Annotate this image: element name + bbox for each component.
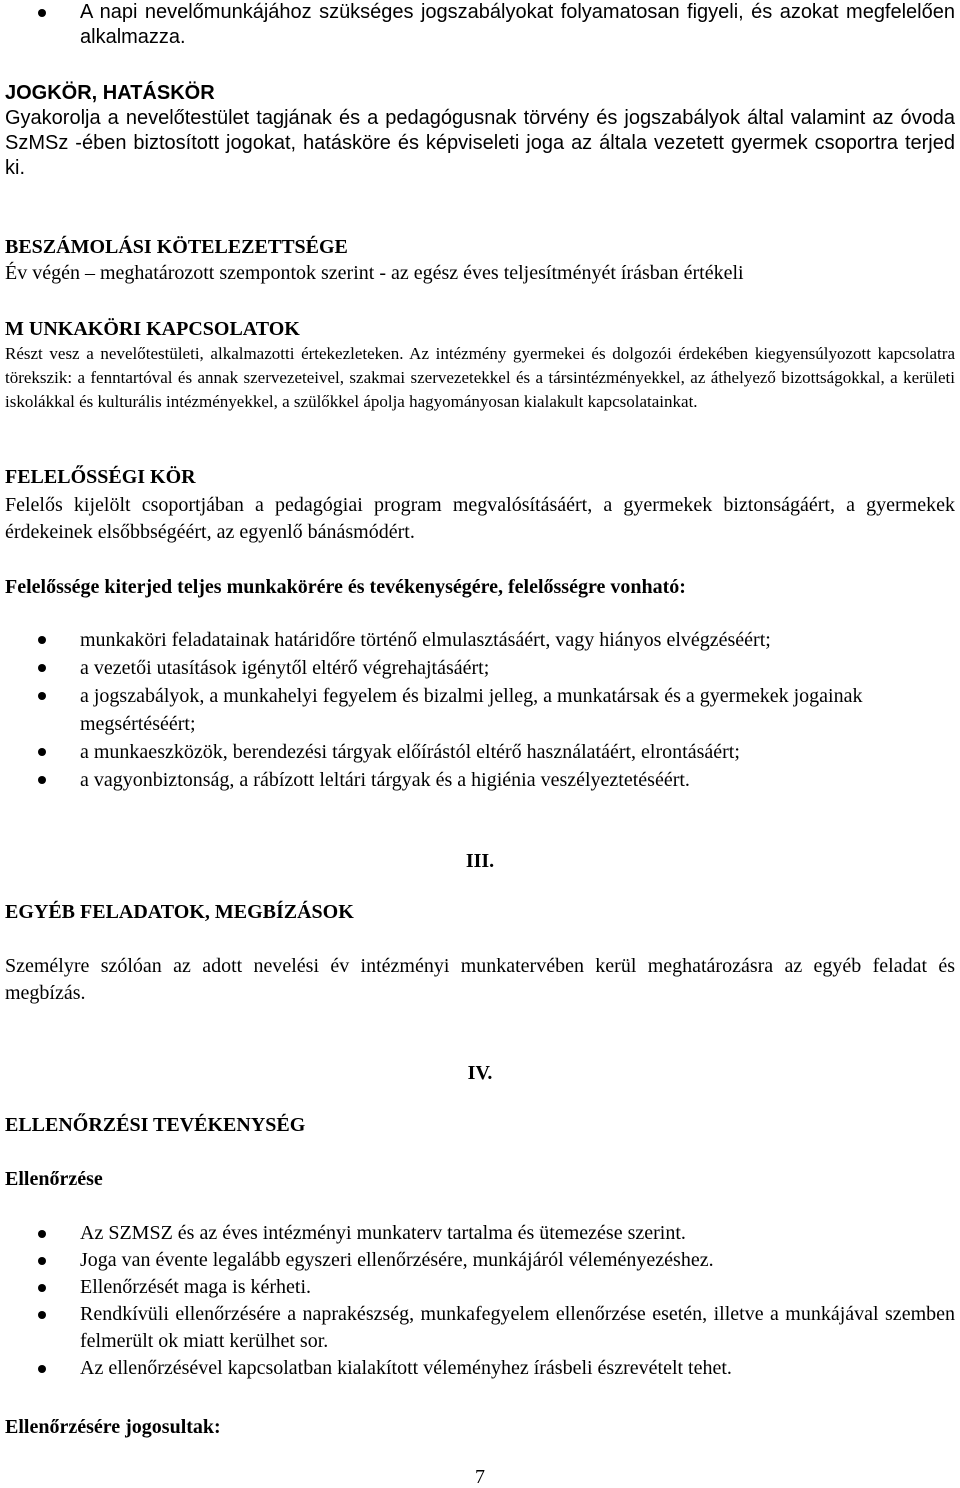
section-heading-felelossegi: FELELŐSSÉGI KÖR (5, 466, 196, 488)
list-item: a jogszabályok, a munkahelyi fegyelem és bizalmi jelleg, a munkatársak és a gyermekek jogainak megsértéséért; (0, 682, 955, 738)
list-item: Az SZMSZ és az éves intézményi munkaterv tartalma és ütemezése szerint. (0, 1220, 955, 1247)
top-bullet-list (0, 0, 955, 50)
section-number-4: IV. (467, 1062, 493, 1084)
list-item: Ellenőrzését maga is kérheti. (0, 1274, 955, 1301)
page-number: 7 (475, 1466, 485, 1488)
bullet-icon (38, 776, 46, 784)
list-item: Rendkívüli ellenőrzésére a naprakészség, munkafegyelem ellenőrzése esetén, illetve a munkájával szemben felmerült ok miatt kerülhet sor. (0, 1301, 955, 1355)
felelossegi-paragraph: Felelős kijelölt csoportjában a pedagógiai program megvalósításáért, a gyermekek biztonságáért, a gyermekek érdekeinek elsőbbségéért, az egyenlő bánásmódért. (5, 494, 955, 543)
bullet-icon (38, 1257, 46, 1265)
ellenorzese-list (0, 1220, 955, 1382)
ellenorzesre-jogosultak: Ellenőrzésére jogosultak: (5, 1416, 221, 1438)
list-item: a vagyonbiztonság, a rábízott leltári tárgyak és a higiénia veszélyeztetéséért. (0, 766, 955, 794)
section-number-3: III. (465, 850, 495, 872)
bullet-icon (38, 748, 46, 756)
jogkor-paragraph: Gyakorolja a nevelőtestület tagjának és a pedagógusnak törvény és jogszabályok által valamint az óvoda SzMSz -ében biztosított jogokat, hatásköre és képviseleti joga az általa vezetett gyermek csoportra terjed ki. (5, 107, 955, 179)
bullet-icon (38, 636, 46, 644)
section-heading-ellenorzesi: ELLENŐRZÉSI TEVÉKENYSÉG (5, 1114, 306, 1136)
bullet-icon (38, 1230, 46, 1238)
list-item: Joga van évente legalább egyszeri ellenőrzésére, munkájáról véleményezéshez. (0, 1247, 955, 1274)
section-heading-munkakori: M UNKAKÖRI KAPCSOLATOK (5, 318, 300, 340)
list-item: A napi nevelőmunkájához szükséges jogszabályokat folyamatosan figyeli, és azokat megfelelően alkalmazza. (0, 0, 955, 50)
egyeb-paragraph: Személyre szólóan az adott nevelési év intézményi munkatervében kerül meghatározásra az egyéb feladat és megbízás. (5, 955, 955, 1004)
list-item: a munkaeszközök, berendezési tárgyak előírástól eltérő használatáért, elrontásáért; (0, 738, 955, 766)
bullet-icon (38, 1365, 46, 1373)
munkakori-paragraph: Részt vesz a nevelőtestületi, alkalmazotti értekezleteken. Az intézmény gyermekei és dolgozói érdekében kiegyensúlyozott kapcsolatra törekszik: a fenntartóval és annak szervezeteivel, szakmai szervezetekkel és a társintézményekkel, az áthelyező bizottságokkal, a kerületi iskolákkal és kulturális intézményekkel, a szülőkkel ápolja hagyományosan kialakult kapcsolatainkat. (5, 344, 955, 411)
beszamolasi-paragraph: Év végén – meghatározott szempontok szerint - az egész éves teljesítményét írásban értékeli (5, 262, 744, 284)
bullet-icon (38, 1284, 46, 1292)
bullet-icon (38, 9, 46, 17)
section-heading-beszamolasi: BESZÁMOLÁSI KÖTELEZETTSÉGE (5, 236, 348, 258)
list-item: a vezetői utasítások igénytől eltérő végrehajtásáért; (0, 654, 955, 682)
list-item: munkaköri feladatainak határidőre történő elmulasztásáért, vagy hiányos elvégzéséért; (0, 626, 955, 654)
section-heading-jogkor: JOGKÖR, HATÁSKÖR (5, 82, 215, 104)
felelossegi-list (0, 626, 955, 794)
list-item: Az ellenőrzésével kapcsolatban kialakított véleményhez írásbeli észrevételt tehet. (0, 1355, 955, 1382)
section-heading-egyeb: EGYÉB FELADATOK, MEGBÍZÁSOK (5, 901, 354, 923)
ellenorzese-subheading: Ellenőrzése (5, 1168, 103, 1190)
felelossegi-subheading: Felelőssége kiterjed teljes munkakörére és tevékenységére, felelősségre vonható: (5, 576, 686, 598)
bullet-icon (38, 1311, 46, 1319)
bullet-icon (38, 664, 46, 672)
bullet-icon (38, 692, 46, 700)
